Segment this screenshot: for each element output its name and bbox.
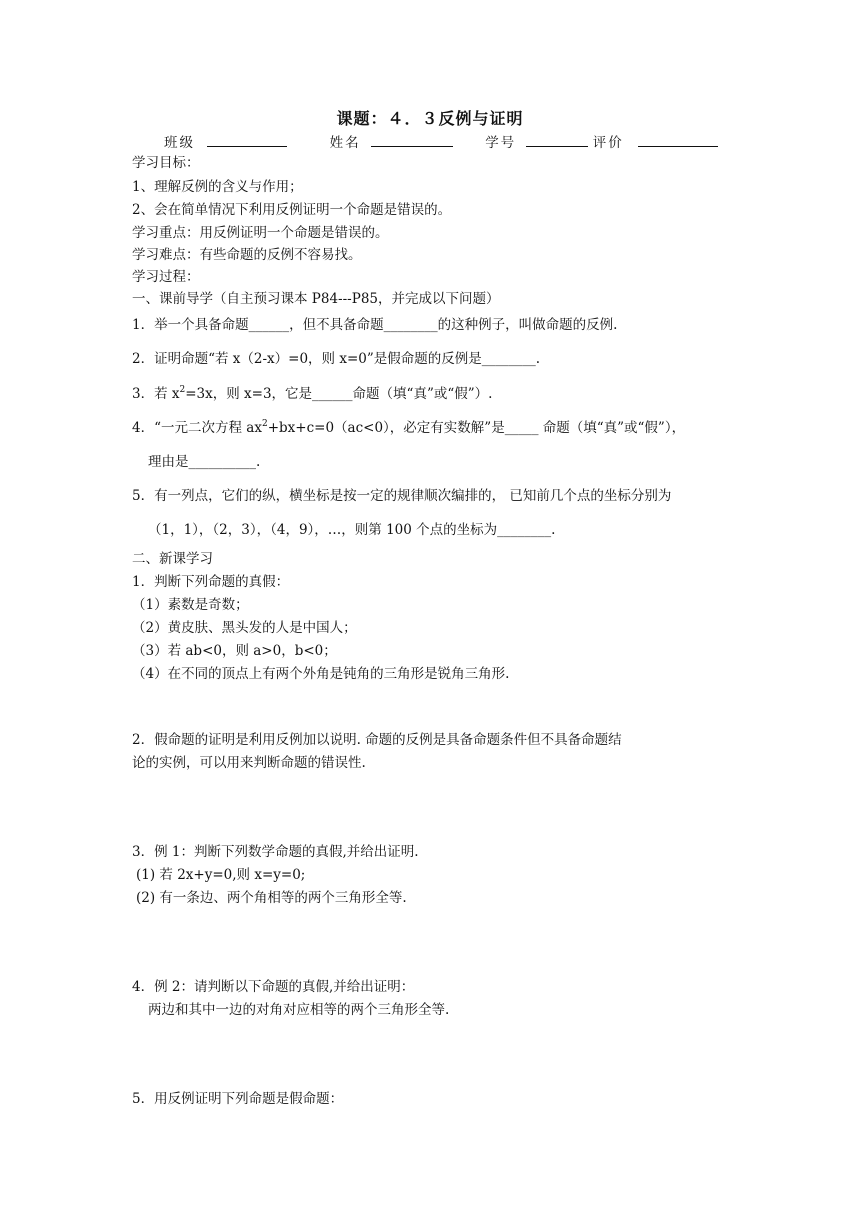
goal-1: 1、理解反例的含义与作用； (132, 179, 303, 195)
question-5-points: （1，1），（2，3），（4，9），…，则第 100 个点的坐标为________. (148, 522, 556, 538)
example-2-statement: 两边和其中一边的对角对应相等的两个三角形全等. (148, 1002, 450, 1018)
new-item-1-2: （2）黄皮肤、黑头发的人是中国人； (132, 620, 357, 636)
new-item-2-line-2: 论的实例，可以用来判断命题的错误性. (132, 755, 366, 771)
new-item-5: 5．用反例证明下列命题是假命题： (132, 1091, 344, 1107)
process-heading: 学习过程： (132, 269, 200, 285)
student-info-row (164, 132, 718, 152)
eval-label: 评价 (592, 135, 624, 151)
new-item-1: 1．判断下列命题的真假： (132, 574, 290, 590)
new-item-1-4: （4）在不同的顶点上有两个外角是钝角的三角形是锐角三角形. (132, 666, 510, 682)
id-blank[interactable] (526, 132, 588, 147)
question-4 (132, 419, 685, 437)
new-item-1-3: （3）若 ab<0，则 a>0，b<0； (132, 643, 337, 659)
question-5: 5．有一列点，它们的纵，横坐标是按一定的规律顺次编排的， 已知前几个点的坐标分别为 (132, 488, 672, 504)
q3-superscript: 2 (179, 385, 186, 395)
new-item-2-line-1: 2．假命题的证明是利用反例加以说明. 命题的反例是具备命题条件但不具备命题结 (132, 732, 622, 748)
name-label: 姓名 (329, 135, 361, 151)
question-4-reason: 理由是__________. (148, 454, 261, 470)
example-1-b: (2) 有一条边、两个角相等的两个三角形全等. (136, 890, 407, 906)
question-2: 2．证明命题“若 x（2-x）=0，则 x=0”是假命题的反例是________. (132, 351, 541, 367)
class-blank[interactable] (207, 132, 287, 147)
key-point: 学习重点：用反例证明一个命题是错误的。 (132, 225, 389, 241)
question-1: 1．举一个具备命题______，但不具备命题________的这种例子，叫做命题的反例. (132, 317, 618, 333)
new-item-1-1: （1）素数是奇数； (132, 597, 249, 613)
part-2-heading: 二、新课学习 (132, 551, 213, 567)
example-1-a: (1) 若 2x+y=0,则 x=y=0; (136, 867, 306, 883)
class-label: 班级 (164, 135, 195, 151)
id-label: 学号 (485, 135, 517, 151)
page-title: 课题：４．３反例与证明 (336, 109, 524, 128)
goals-heading: 学习目标： (132, 155, 200, 171)
eval-blank[interactable] (638, 132, 718, 147)
q4-text-b: +bx+c=0（ac<0），必定有实数解”是_____ 命题（填“真”或“假”）， (267, 420, 686, 436)
q3-text-a: 3．若 x (132, 386, 180, 402)
q4-text-a: 4．“一元二次方程 ax (132, 420, 262, 436)
example-1: 3．例 1：判断下列数学命题的真假,并给出证明. (132, 844, 419, 860)
q4-superscript: 2 (261, 419, 268, 429)
part-1-heading: 一、课前导学（自主预习课本 P84---P85，并完成以下问题） (132, 291, 500, 307)
q3-text-b: =3x，则 x=3，它是______命题（填“真”或“假”）. (185, 386, 493, 402)
example-2: 4．例 2：请判断以下命题的真假,并给出证明： (132, 979, 415, 995)
name-blank[interactable] (371, 132, 453, 147)
question-3 (132, 385, 492, 403)
difficulty: 学习难点：有些命题的反例不容易找。 (132, 247, 362, 263)
goal-2: 2、会在简单情况下利用反例证明一个命题是错误的。 (132, 202, 452, 218)
